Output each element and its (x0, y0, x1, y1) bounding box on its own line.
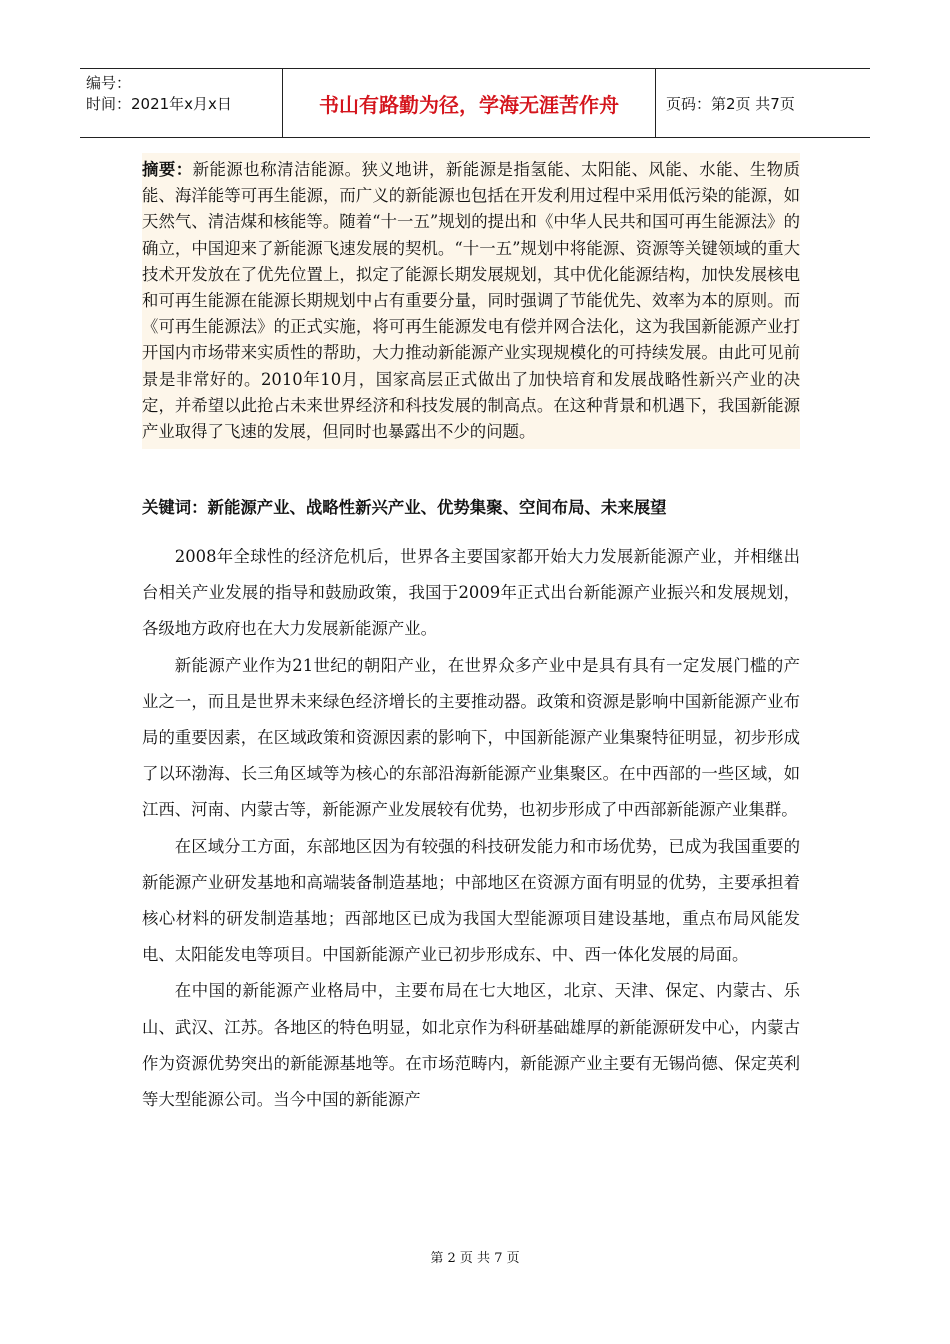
body-paragraph: 在中国的新能源产业格局中，主要布局在七大地区，北京、天津、保定、内蒙古、乐山、武汉、江苏。各地区的特色明显，如北京作为科研基础雄厚的新能源研发中心，内蒙古作为资源优势突出的新能源基地等。在市场范畴内，新能源产业主要有无锡尚德、保定英利等大型能源公司。当今中国的新能源产 (142, 981, 800, 1110)
time-label: 时间：2021年x月x日 (86, 95, 232, 113)
keywords-line: 关键词：新能源产业、战略性新兴产业、优势集聚、空间布局、未来展望 (142, 498, 667, 517)
header-motto: 书山有路勤为径，学海无涯苦作舟 (283, 69, 656, 137)
body-paragraph: 新能源产业作为21世纪的朝阳产业，在世界众多产业中是具有具有一定发展门槛的产业之一，而且是世界未来绿色经济增长的主要推动器。政策和资源是影响中国新能源产业布局的重要因素，在区域政策和资源因素的影响下，中国新能源产业集聚特征明显，初步形成了以环渤海、长三角区域等为核心的东部沿海新能源产业集聚区。在中西部的一些区域，如江西、河南、内蒙古等，新能源产业发展较有优势，也初步形成了中西部新能源产业集群。 (142, 655, 800, 820)
body-paragraph: 在区域分工方面，东部地区因为有较强的科技研发能力和市场优势，已成为我国重要的新能源产业研发基地和高端装备制造基地；中部地区在资源方面有明显的优势，主要承担着核心材料的研发制造基地；西部地区已成为我国大型能源项目建设基地，重点布局风能发电、太阳能发电等项目。中国新能源产业已初步形成东、中、西一体化发展的局面。 (142, 836, 800, 965)
page-header (80, 68, 870, 138)
abstract-text: 新能源也称清洁能源。狭义地讲，新能源是指氢能、太阳能、风能、水能、生物质能、海洋能等可再生能源，而广义的新能源也包括在开发利用过程中采用低污染的能源，如天然气、清洁煤和核能等。随着“十一五”规划的提出和《中华人民共和国可再生能源法》的确立，中国迎来了新能源飞速发展的契机。“十一五”规划中将能源、资源等关键领域的重大技术开发放在了优先位置上，拟定了能源长期发展规划，其中优化能源结构，加快发展核电和可再生能源在能源长期规划中占有重要分量，同时强调了节能优先、效率为本的原则。而《可再生能源法》的正式实施，将可再生能源发电有偿并网合法化，这为我国新能源产业打开国内市场带来实质性的帮助，大力推动新能源产业实现规模化的可持续发展。由此可见前景是非常好的。2010年10月，国家高层正式做出了加快培育和发展战略性新兴产业的决定，并希望以此抢占未来世界经济和科技发展的制高点。在这种背景和机遇下，我国新能源产业取得了飞速的发展，但同时也暴露出不少的问题。 (142, 160, 801, 442)
abstract-block (142, 153, 800, 449)
abstract-label: 摘要： (142, 160, 193, 179)
header-page-code: 页码：第2页 共7页 (666, 94, 795, 113)
header-meta (80, 69, 283, 137)
page-footer: 第 2 页 共 7 页 (430, 1251, 520, 1266)
doc-number-label: 编号： (86, 74, 132, 92)
body-paragraph: 2008年全球性的经济危机后，世界各主要国家都开始大力发展新能源产业，并相继出台相关产业发展的指导和鼓励政策，我国于2009年正式出台新能源产业振兴和发展规划，各级地方政府也在大力发展新能源产业。 (142, 547, 800, 639)
body-text (142, 539, 800, 1118)
